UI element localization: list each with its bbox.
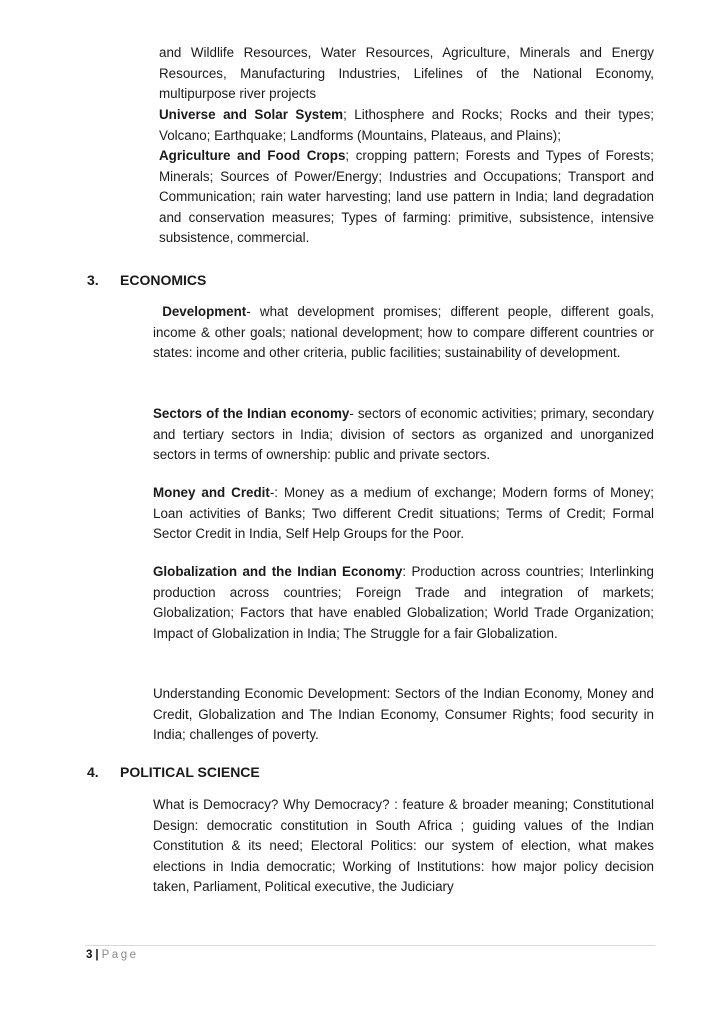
topic-title: Globalization and the Indian Economy [153,564,403,579]
page-footer [86,949,138,961]
section-heading-economics [87,272,206,288]
paragraph-text: Understanding Economic Development: Sectors of the Indian Economy, Money and Credit, Globalization and The Indian Economy, Consumer Rights; food security in India; challenges of poverty. [153,686,654,742]
section-title: ECONOMICS [120,272,207,288]
geography-paragraph-3 [159,146,654,249]
economics-paragraph-globalization [153,562,654,644]
paragraph-text: ; Lithosphere and Rocks; Rocks and their types; Volcano; Earthquake; Landforms (Mountains, Plateaus, and Plains); [159,107,654,143]
topic-title: Money and Credit [153,485,270,500]
economics-paragraph-sectors [153,404,654,466]
paragraph-text: - sectors of economic activities; primary, secondary and tertiary sectors in India; division of sectors as organized and unorganized sectors in terms of ownership: public and private sectors. [153,406,654,462]
topic-title: Universe and Solar System [159,107,344,122]
section-number: 3. [87,272,99,288]
economics-paragraph-development [153,302,654,364]
paragraph-text: - what development promises; different people, different goals, income & other goals; national development; how to compare different countries or states: income and other criteria, public facilities; sustainability of development. [153,304,654,360]
paragraph-text: -: Money as a medium of exchange; Modern forms of Money; Loan activities of Banks; Two different Credit situations; Terms of Credit; Formal Sector Credit in India, Self Help Groups for the Poor. [153,485,655,541]
geography-paragraph-2 [159,105,654,146]
topic-title: Agriculture and Food Crops [159,148,346,163]
paragraph-text: ; cropping pattern; Forests and Types of Forests; Minerals; Sources of Power/Energy; Industries and Occupations; Transport and Communication; rain water harvesting; land use pattern in India; land degradation and conservation measures; Types of farming: primitive, subsistence, intensive subsistence, commercial. [159,148,654,245]
economics-paragraph-money-credit [153,483,654,545]
section-heading-political-science [87,764,260,780]
geography-paragraph-1 [159,43,654,105]
page-number: 3 [86,949,93,961]
economics-paragraph-understanding [153,684,654,746]
paragraph-text: and Wildlife Resources, Water Resources, Agriculture, Minerals and Energy Resources, Manufacturing Industries, Lifelines of the National Economy, multipurpose river projects [159,45,654,101]
footer-separator: | [95,949,99,961]
topic-title: Sectors of the Indian economy [153,406,350,421]
topic-title: Development [162,304,247,319]
paragraph-text: What is Democracy? Why Democracy? : feature & broader meaning; Constitutional Design: democratic constitution in South Africa ; guiding values of the Indian Constitution & its need; Electoral Politics: our system of election, what makes elections in India democratic; Working of Institutions: how major policy decision taken, Parliament, Political executive, the Judiciary [153,797,654,894]
political-science-paragraph [153,795,654,898]
section-title: POLITICAL SCIENCE [120,764,260,780]
page-label: Page [101,949,139,961]
footer-divider [85,945,655,946]
paragraph-text: : Production across countries; Interlinking production across countries; Foreign Trade and integration of markets; Globalization; Factors that have enabled Globalization; World Trade Organization; Impact of Globalization in India; The Struggle for a fair Globalization. [153,564,654,641]
section-number: 4. [87,764,99,780]
